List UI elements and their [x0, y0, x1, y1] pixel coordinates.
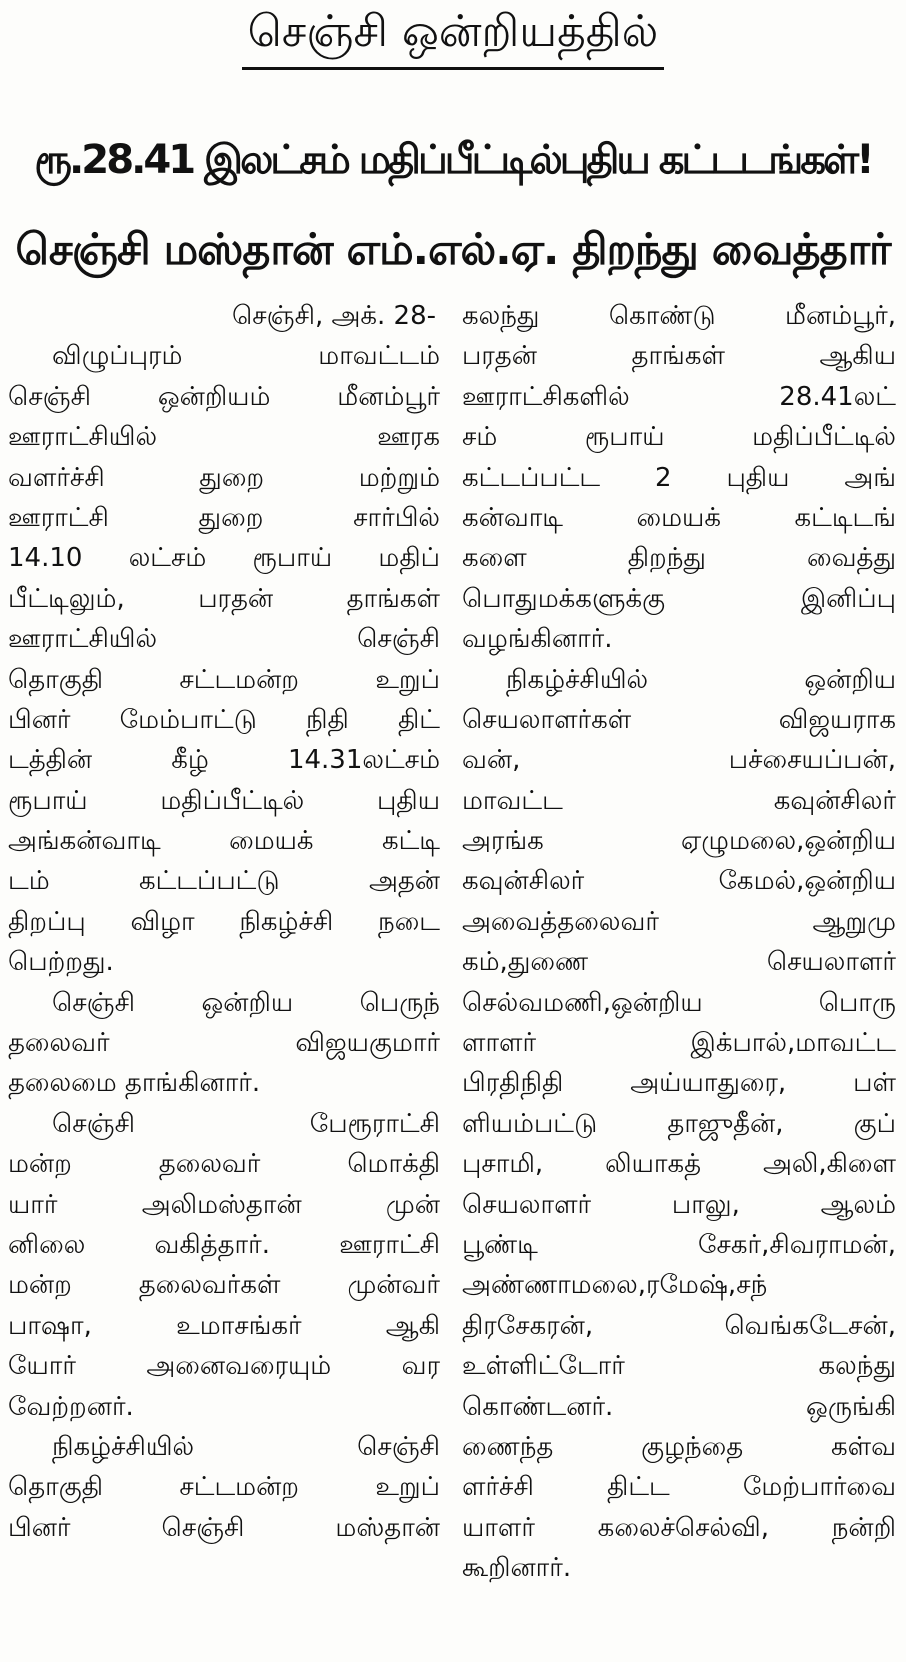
body-line: பினர் மேம்பாட்டு நிதி திட் — [8, 704, 440, 735]
body-line: திறப்பு விழா நிகழ்ச்சி நடை — [8, 906, 440, 937]
body-line: அவைத்தலைவர் ஆறுமு — [462, 906, 896, 937]
body-line: வன், பச்சையப்பன், — [462, 745, 896, 776]
body-line: செயலாளர்கள் விஜயராக — [462, 704, 896, 735]
headline: ரூ.28.41 இலட்சம் மதிப்பீட்டில்புதிய கட்டடங்கள்! — [34, 137, 872, 183]
subheadline: செஞ்சி மஸ்தான் எம்.எல்.ஏ. திறந்து வைத்தார் — [15, 225, 891, 275]
body-line: பெற்றது. — [8, 947, 114, 978]
body-line: கவுன்சிலர் கேமல்,ஒன்றிய — [462, 866, 896, 897]
body-line: 14.10 லட்சம் ரூபாய் மதிப் — [8, 543, 440, 574]
body-line: டம் கட்டப்பட்டு அதன் — [8, 866, 440, 897]
body-line: கொண்டனர். ஒருங்கி — [462, 1391, 896, 1422]
body-line: செஞ்சி பேரூராட்சி — [52, 1108, 440, 1139]
body-line: தலைமை தாங்கினார். — [8, 1068, 261, 1099]
body-line: மன்ற தலைவர் மொக்தி — [8, 1149, 440, 1180]
body-line: தலைவர் விஜயகுமார் — [8, 1028, 440, 1059]
body-line: வளர்ச்சி துறை மற்றும் — [8, 462, 440, 493]
body-line: ளாளர் இக்பால்,மாவட்ட — [462, 1028, 896, 1059]
body-line: ஊராட்சி துறை சார்பில் — [8, 502, 440, 533]
body-line: புசாமி, லியாகத் அலி,கிளை — [462, 1149, 896, 1180]
body-line: பினர் செஞ்சி மஸ்தான் — [8, 1512, 440, 1543]
body-line: அண்ணாமலை,ரமேஷ்,சந் — [462, 1270, 768, 1301]
body-line: வழங்கினார். — [462, 624, 613, 655]
body-line: விழுப்புரம் மாவட்டம் — [52, 341, 440, 372]
body-line: பூண்டி சேகர்,சிவராமன், — [462, 1229, 896, 1260]
body-line: பீட்டிலும், பரதன் தாங்கள் — [8, 583, 440, 614]
body-line: வேற்றனர். — [8, 1391, 134, 1422]
body-line: பாஷா, உமாசங்கர் ஆகி — [8, 1310, 440, 1341]
body-line: ஊராட்சிகளில் 28.41லட் — [462, 381, 896, 412]
left-column — [8, 296, 440, 1548]
body-line: ளியம்பட்டு தாஜுதீன், குப் — [462, 1108, 896, 1139]
dateline: செஞ்சி, அக். 28- — [232, 301, 436, 331]
body-line: செஞ்சி ஒன்றிய பெருந் — [52, 987, 440, 1018]
body-line: னிலை வகித்தார். ஊராட்சி — [8, 1229, 440, 1260]
kicker-heading: செஞ்சி ஒன்றியத்தில் — [242, 6, 665, 70]
body-line: ரூபாய் மதிப்பீட்டில் புதிய — [8, 785, 440, 816]
body-line: செயலாளர் பாலு, ஆலம் — [462, 1189, 896, 1220]
body-line: நிகழ்ச்சியில் செஞ்சி — [52, 1431, 440, 1462]
body-line: நிகழ்ச்சியில் ஒன்றிய — [506, 664, 896, 695]
body-line: பிரதிநிதி அய்யாதுரை, பள் — [462, 1068, 896, 1099]
body-line: கூறினார். — [462, 1553, 572, 1584]
body-line: ஊராட்சியில் ஊரக — [8, 422, 440, 453]
body-line: கட்டப்பட்ட 2 புதிய அங் — [462, 462, 896, 493]
body-line: கம்,துணை செயலாளர் — [462, 947, 896, 978]
body-line: கன்வாடி மையக் கட்டிடங் — [462, 502, 896, 533]
body-line: ணைந்த குழந்தை கள்வ — [462, 1431, 896, 1462]
body-line: மாவட்ட கவுன்சிலர் — [462, 785, 896, 816]
body-line: செல்வமணி,ஒன்றிய பொரு — [462, 987, 896, 1018]
body-line: மன்ற தலைவர்கள் முன்வர் — [8, 1270, 440, 1301]
body-line: யார் அலிமஸ்தான் முன் — [8, 1189, 440, 1220]
body-line: அங்கன்வாடி மையக் கட்டி — [8, 826, 440, 857]
kicker-wrapper — [0, 6, 906, 70]
body-line: திரசேகரன், வெங்கடேசன், — [462, 1310, 896, 1341]
body-line: உள்ளிட்டோர் கலந்து — [462, 1351, 896, 1382]
body-line: கலந்து கொண்டு மீனம்பூர், — [462, 301, 896, 331]
body-line: யோர் அனைவரையும் வர — [8, 1351, 440, 1382]
body-line: ஊராட்சியில் செஞ்சி — [8, 624, 440, 655]
body-line: ளர்ச்சி திட்ட மேற்பார்வை — [462, 1472, 896, 1503]
body-line: தொகுதி சட்டமன்ற உறுப் — [8, 1472, 440, 1503]
body-line: களை திறந்து வைத்து — [462, 543, 896, 574]
body-line: செஞ்சி ஒன்றியம் மீனம்பூர் — [8, 381, 440, 412]
body-line: பரதன் தாங்கள் ஆகிய — [462, 341, 896, 372]
body-line: சம் ரூபாய் மதிப்பீட்டில் — [462, 422, 896, 453]
body-line: பொதுமக்களுக்கு இனிப்பு — [462, 583, 896, 614]
body-line: அரங்க ஏழுமலை,ஒன்றிய — [462, 826, 896, 857]
body-line: யாளர் கலைச்செல்வி, நன்றி — [462, 1512, 896, 1543]
body-line: தொகுதி சட்டமன்ற உறுப் — [8, 664, 440, 695]
body-line: டத்தின் கீழ் 14.31லட்சம் — [8, 745, 440, 776]
right-column — [462, 296, 896, 1589]
